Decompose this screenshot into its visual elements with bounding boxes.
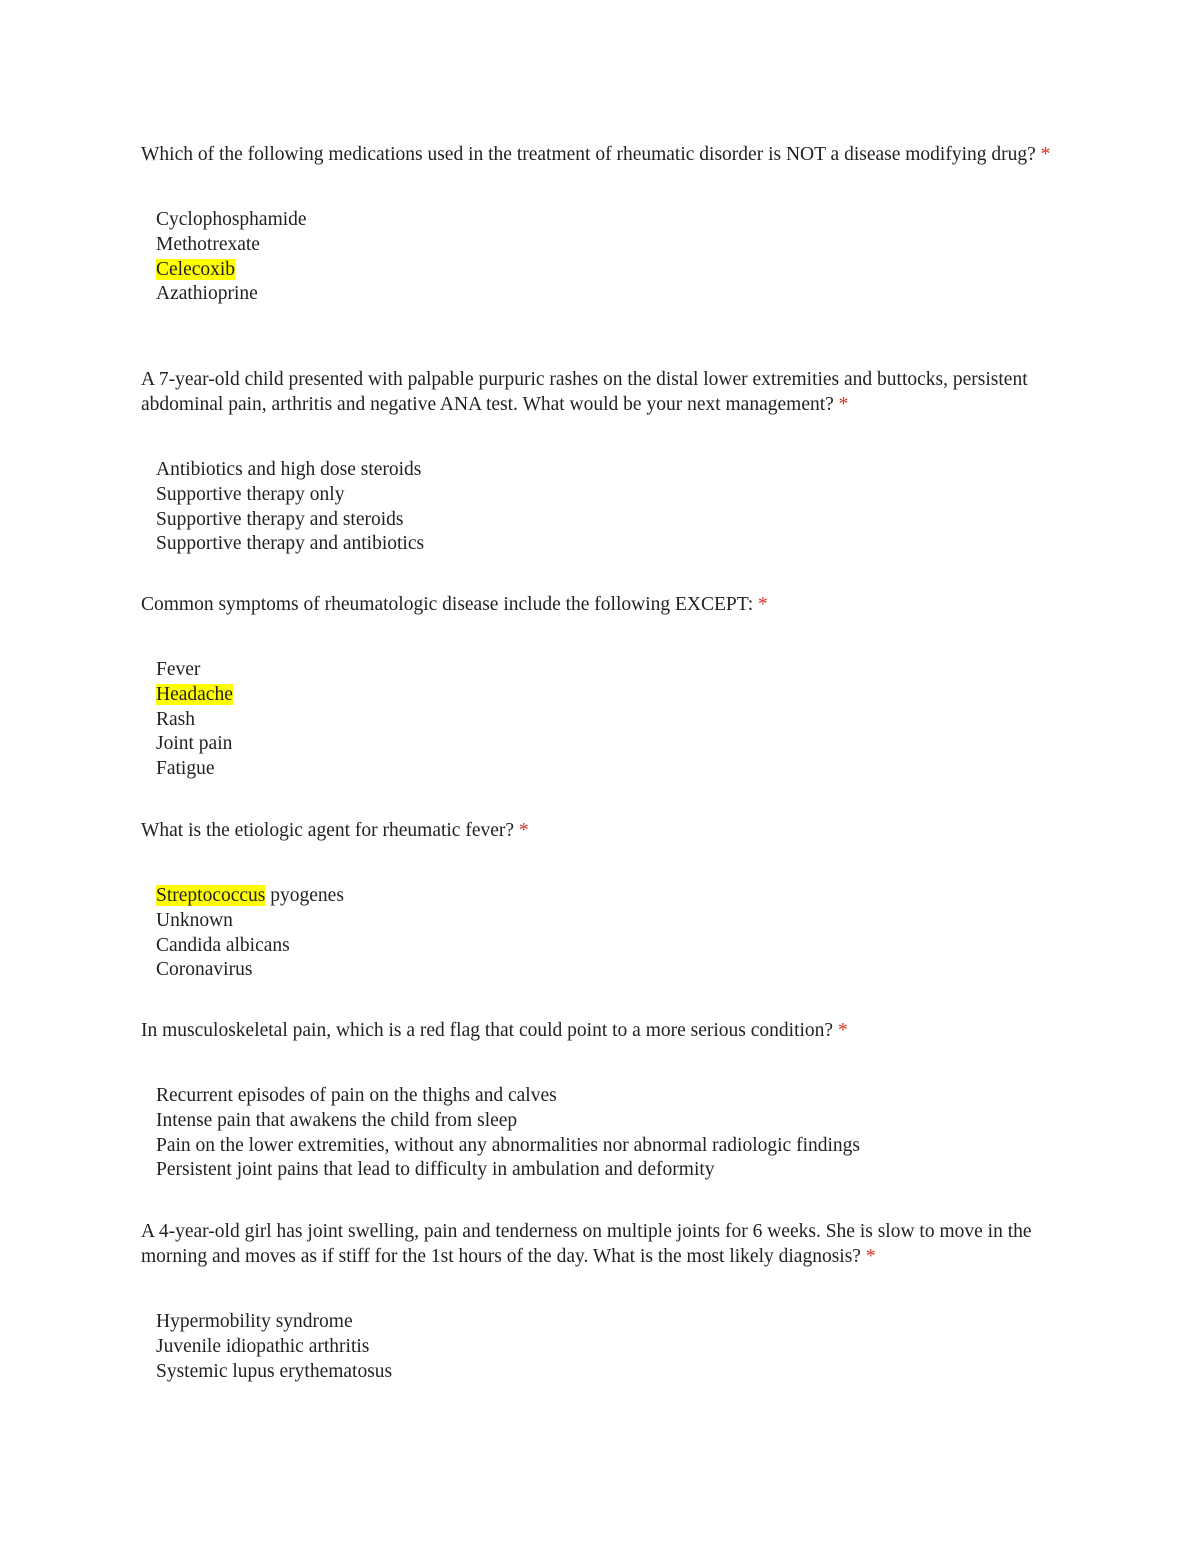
- answer-option-highlighted[interactable]: [156, 884, 1061, 909]
- answer-option-highlighted[interactable]: [156, 683, 1061, 708]
- answer-options: [141, 208, 1061, 307]
- answer-option[interactable]: Methotrexate: [156, 233, 260, 255]
- answer-option[interactable]: Pain on the lower extremities, without any abnormalities nor abnormal radiologic findings: [156, 1134, 861, 1156]
- question-text-content: Which of the following medications used in the treatment of rheumatic disorder is NOT a disease modifying drug?: [141, 144, 1036, 165]
- answer-options: [141, 658, 1061, 782]
- required-mark: *: [865, 1246, 876, 1267]
- answer-option[interactable]: Fever: [156, 659, 201, 680]
- answer-option[interactable]: Unknown: [156, 909, 233, 931]
- question-4: [141, 818, 1061, 983]
- answer-option[interactable]: Supportive therapy and antibiotics: [156, 533, 425, 555]
- question-text-content: Common symptoms of rheumatologic disease include the following EXCEPT:: [141, 594, 754, 615]
- answer-option[interactable]: Coronavirus: [156, 959, 253, 981]
- answer-highlight: Streptococcus: [156, 885, 266, 906]
- answer-option[interactable]: Fatigue: [156, 758, 215, 780]
- answer-highlight: Headache: [156, 683, 233, 705]
- question-text-content: A 4-year-old girl has joint swelling, pain and tenderness on multiple joints for 6 weeks. She is slow to move in the morning and moves as if stiff for the 1st hours of the day. What is the most likely diagnosis?: [141, 1221, 1032, 1267]
- question-text-content: What is the etiologic agent for rheumatic fever?: [141, 820, 515, 841]
- question-5: [141, 1018, 1061, 1183]
- question-text: [141, 818, 1061, 843]
- answer-option[interactable]: Recurrent episodes of pain on the thighs and calves: [156, 1085, 557, 1106]
- answer-option[interactable]: Juvenile idiopathic arthritis: [156, 1335, 370, 1357]
- question-1: [141, 142, 1061, 307]
- answer-option[interactable]: Antibiotics and high dose steroids: [156, 459, 422, 480]
- answer-options: [141, 884, 1061, 983]
- required-mark: *: [758, 594, 768, 615]
- question-text: [141, 592, 1061, 617]
- required-mark: *: [518, 820, 529, 841]
- answer-option-highlighted[interactable]: [156, 258, 1061, 283]
- question-text-content: A 7-year-old child presented with palpable purpuric rashes on the distal lower extremities and buttocks, persistent abdominal pain, arthritis and negative ANA test. What would be your next management?: [141, 369, 1028, 415]
- answer-option[interactable]: Cyclophosphamide: [156, 209, 307, 230]
- answer-options: [141, 458, 1061, 557]
- question-text: [141, 1219, 1061, 1269]
- question-text: [141, 367, 1061, 417]
- answer-option[interactable]: Rash: [156, 708, 195, 730]
- question-2: [141, 367, 1061, 557]
- answer-option[interactable]: Supportive therapy only: [156, 483, 345, 505]
- answer-option[interactable]: Intense pain that awakens the child from sleep: [156, 1109, 518, 1131]
- question-text: [141, 142, 1061, 167]
- answer-options: [141, 1084, 1061, 1183]
- question-6: [141, 1219, 1061, 1384]
- answer-option[interactable]: Supportive therapy and steroids: [156, 508, 404, 530]
- answer-option[interactable]: Azathioprine: [156, 283, 258, 305]
- required-mark: *: [837, 1020, 848, 1041]
- answer-option[interactable]: Candida albicans: [156, 934, 290, 956]
- answer-option[interactable]: Joint pain: [156, 733, 233, 755]
- answer-highlight: Celecoxib: [156, 258, 236, 280]
- required-mark: *: [838, 394, 849, 415]
- question-3: [141, 592, 1061, 782]
- answer-option[interactable]: Persistent joint pains that lead to difficulty in ambulation and deformity: [156, 1159, 715, 1181]
- question-text-content: In musculoskeletal pain, which is a red flag that could point to a more serious condition?: [141, 1020, 834, 1041]
- answer-option[interactable]: Systemic lupus erythematosus: [156, 1360, 393, 1382]
- answer-option[interactable]: Hypermobility syndrome: [156, 1311, 353, 1332]
- answer-options: [141, 1310, 1061, 1384]
- answer-option-rest: pyogenes: [265, 885, 344, 906]
- required-mark: *: [1040, 144, 1051, 165]
- question-text: [141, 1018, 1061, 1043]
